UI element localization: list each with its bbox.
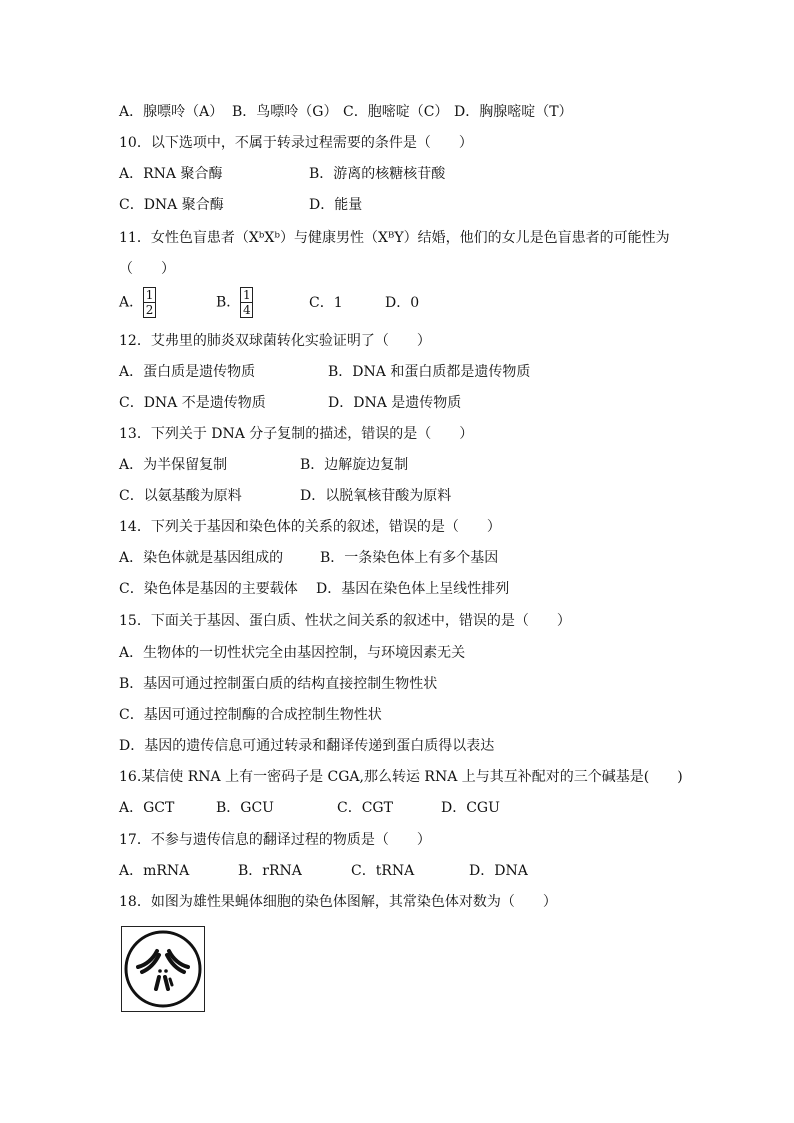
q15-option-c[interactable]: C．基因可通过控制酶的合成控制生物性状 bbox=[119, 707, 382, 723]
q16-option-a[interactable]: A．GCT bbox=[119, 800, 175, 816]
q14-option-a[interactable]: A．染色体就是基因组成的 bbox=[119, 550, 284, 566]
q12-option-b[interactable]: B．DNA 和蛋白质都是遗传物质 bbox=[328, 364, 531, 380]
q11-stem: 11．女性色盲患者（XᵇXᵇ）与健康男性（XᴮY）结婚，他们的女儿是色盲患者的可能性为 bbox=[119, 230, 670, 246]
q14-option-d[interactable]: D．基因在染色体上呈线性排列 bbox=[316, 581, 510, 597]
q12-stem: 12．艾弗里的肺炎双球菌转化实验证明了（ ） bbox=[119, 333, 431, 349]
q14-stem: 14．下列关于基因和染色体的关系的叙述，错误的是（ ） bbox=[119, 519, 501, 535]
q11-option-a[interactable] bbox=[119, 287, 156, 318]
q15-option-a[interactable]: A．生物体的一切性状完全由基因控制，与环境因素无关 bbox=[119, 645, 466, 661]
q15-stem: 15．下面关于基因、蛋白质、性状之间关系的叙述中，错误的是（ ） bbox=[119, 613, 571, 629]
q10-option-d[interactable]: D．能量 bbox=[309, 197, 363, 213]
q17-option-b[interactable]: B．rRNA bbox=[238, 863, 302, 879]
q16-option-d[interactable]: D．CGU bbox=[441, 800, 500, 816]
q14-option-c[interactable]: C．染色体是基因的主要载体 bbox=[119, 581, 298, 597]
q11-option-d[interactable]: D．0 bbox=[385, 295, 420, 311]
q15-option-b[interactable]: B．基因可通过控制蛋白质的结构直接控制生物性状 bbox=[119, 676, 438, 692]
q13-option-c[interactable]: C．以氨基酸为原料 bbox=[119, 488, 242, 504]
q17-stem: 17．不参与遗传信息的翻译过程的物质是（ ） bbox=[119, 832, 431, 848]
q16-option-c[interactable]: C．CGT bbox=[337, 800, 393, 816]
chromosome-diagram bbox=[122, 927, 204, 1011]
q16-stem: 16.某信使 RNA 上有一密码子是 CGA,那么转运 RNA 上与其互补配对的三个碱基是( ) bbox=[119, 769, 683, 785]
q11-fraction-b-num: 1 bbox=[242, 288, 251, 302]
q17-option-a[interactable]: A．mRNA bbox=[119, 863, 190, 879]
q11-fraction-a-num: 1 bbox=[145, 288, 154, 302]
q9-option-a[interactable]: A．腺嘌呤（A） bbox=[119, 104, 224, 120]
q10-option-c[interactable]: C．DNA 聚合酶 bbox=[119, 197, 224, 213]
q12-option-c[interactable]: C．DNA 不是遗传物质 bbox=[119, 395, 266, 411]
q13-option-d[interactable]: D．以脱氧核苷酸为原料 bbox=[300, 488, 452, 504]
q13-option-b[interactable]: B．边解旋边复制 bbox=[300, 457, 409, 473]
q13-option-a[interactable]: A．为半保留复制 bbox=[119, 457, 228, 473]
q9-option-d[interactable]: D．胸腺嘧啶（T） bbox=[454, 104, 573, 120]
q9-option-c[interactable]: C．胞嘧啶（C） bbox=[343, 104, 449, 120]
q12-option-a[interactable]: A．蛋白质是遗传物质 bbox=[119, 364, 256, 380]
q11-fraction-b bbox=[240, 287, 253, 318]
q15-option-d[interactable]: D．基因的遗传信息可通过转录和翻译传递到蛋白质得以表达 bbox=[119, 738, 495, 754]
q11-option-b[interactable] bbox=[216, 287, 253, 318]
q17-option-c[interactable]: C．tRNA bbox=[351, 863, 415, 879]
q13-stem: 13．下列关于 DNA 分子复制的描述，错误的是（ ） bbox=[119, 426, 474, 442]
q10-option-b[interactable]: B．游离的核糖核苷酸 bbox=[309, 166, 446, 182]
chromosome-figure bbox=[121, 926, 205, 1012]
q18-stem: 18．如图为雄性果蝇体细胞的染色体图解，其常染色体对数为（ ） bbox=[119, 894, 557, 910]
q10-option-a[interactable]: A．RNA 聚合酶 bbox=[119, 166, 223, 182]
q11-fraction-a-den: 2 bbox=[145, 303, 154, 317]
q10-stem: 10．以下选项中，不属于转录过程需要的条件是（ ） bbox=[119, 135, 473, 151]
q11-fraction-b-den: 4 bbox=[242, 303, 251, 317]
q11-option-b-label: B． bbox=[216, 294, 241, 311]
q11-fraction-a bbox=[143, 287, 156, 318]
q11-option-a-label: A． bbox=[119, 294, 144, 311]
q12-option-d[interactable]: D．DNA 是遗传物质 bbox=[328, 395, 462, 411]
q9-option-b[interactable]: B．鸟嘌呤（G） bbox=[232, 104, 338, 120]
q16-option-b[interactable]: B．GCU bbox=[216, 800, 274, 816]
q11-stem-cont: （ ） bbox=[119, 261, 175, 277]
q14-option-b[interactable]: B．一条染色体上有多个基因 bbox=[320, 550, 499, 566]
q11-option-c[interactable]: C．1 bbox=[309, 295, 343, 311]
q17-option-d[interactable]: D．DNA bbox=[469, 863, 528, 879]
